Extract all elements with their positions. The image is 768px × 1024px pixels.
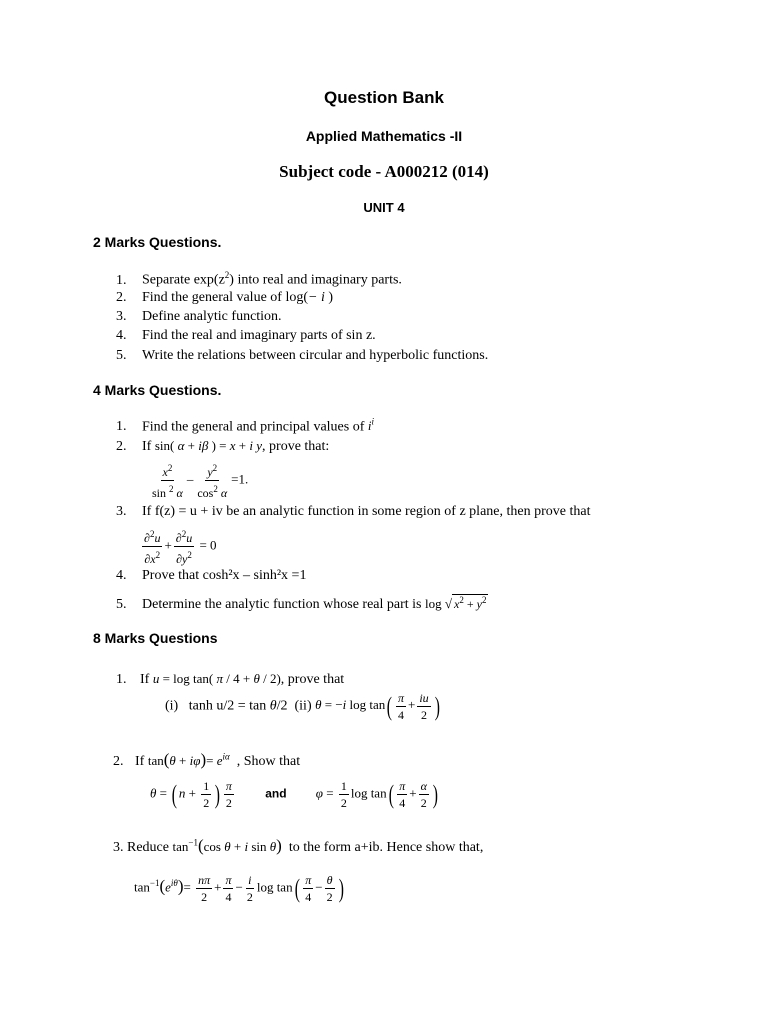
formula: $\tan(\theta + i\varphi)= e^{i\alpha}$ — [147, 750, 230, 769]
section-heading-2-marks: 2 Marks Questions. — [93, 234, 222, 250]
list-item-parts: (i) tanh u/2 = tan θ/2 (ii) θ = −i log tan( $\frac{\pi}{4}$ + $\frac{iu}{2}$ ) — [165, 691, 440, 722]
unit-label: UNIT 4 — [363, 200, 405, 215]
list-item: 4. Prove that cosh²x – sinh²x =1 — [116, 568, 307, 583]
list-item: 3. Reduce $\tan^{-1}(\cos$ θ + i sin θ) to the form a+ib. Hence show that, — [113, 836, 484, 855]
formula-block: θ = ( n + $\frac{1}{2}$ ) $\frac{\pi}{2}$ and φ = $\frac{1}{2}$ log tan( $\frac{\pi}{4}$ + $\frac{\alpha}{2}$ ) — [150, 779, 438, 810]
list-item: 2. Find the general value of log(− i ) — [116, 290, 334, 305]
formula: log √ $x^2 + y^2$ — [425, 595, 487, 611]
list-item: 5. Write the relations between circular and hyperbolic functions. — [116, 348, 489, 363]
list-item: 3. If f(z) = u + iv be an analytic function in some region of z plane, then prove that — [116, 504, 591, 519]
list-item: 5. Determine the analytic function whose real part is log √ $x^2 + y^2$ — [116, 595, 487, 612]
list-item: 1. If u = log tan( π / 4 + θ / 2), prove that — [116, 671, 345, 687]
subject-code: Subject code - A000212 (014) — [279, 162, 489, 181]
formula-block: $\tan^{-1}(e^{i\theta})=$ $\frac{n\pi}{2}$ + $\frac{\pi}{4}$ − $\frac{i}{2}$ log tan( $\frac{\pi}{4}$ − $\frac{\theta}{2}$ ) — [134, 873, 344, 904]
list-item: 4. Find the real and imaginary parts of sin z. — [116, 328, 376, 343]
section-heading-8-marks: 8 Marks Questions — [93, 630, 218, 646]
formula: θ = −i log tan( $\frac{\pi}{4}$ + $\frac{iu}{2}$ ) — [315, 691, 440, 722]
formula: u = log tan( π / 4 + θ / 2) — [152, 671, 281, 686]
page-title: Question Bank — [324, 88, 444, 107]
formula-block: $\frac{x^2}{\sin ^2 \alpha}$ – $\frac{y^2}{\cos^2 \alpha}$ =1. — [148, 460, 248, 501]
list-item: 1. Find the general and principal values of $i^i$ — [116, 417, 375, 435]
formula: $i^i$ — [367, 417, 375, 434]
section-heading-4-marks: 4 Marks Questions. — [93, 382, 222, 398]
formula-block: $\frac{\partial^2u}{\partial x^2}$ + $\frac{\partial^2u}{\partial y^2}$ = 0 — [140, 526, 217, 567]
list-item: 2. If $\tan(\theta + i\varphi)= e^{i\alpha}$ , Show that — [113, 750, 301, 769]
list-item: 2. If sin( α + iβ ) = x + i y, prove that: — [116, 438, 330, 454]
list-item: 1. Separate $\exp(z^2)$ into real and imaginary parts. — [116, 270, 402, 288]
formula: sin( α + iβ ) = x + i y — [154, 438, 263, 453]
list-item: 3. Define analytic function. — [116, 309, 282, 324]
formula: $\tan^{-1}(\cos$ θ + i sin θ) — [172, 836, 282, 855]
subject-name: Applied Mathematics -II — [305, 128, 463, 144]
